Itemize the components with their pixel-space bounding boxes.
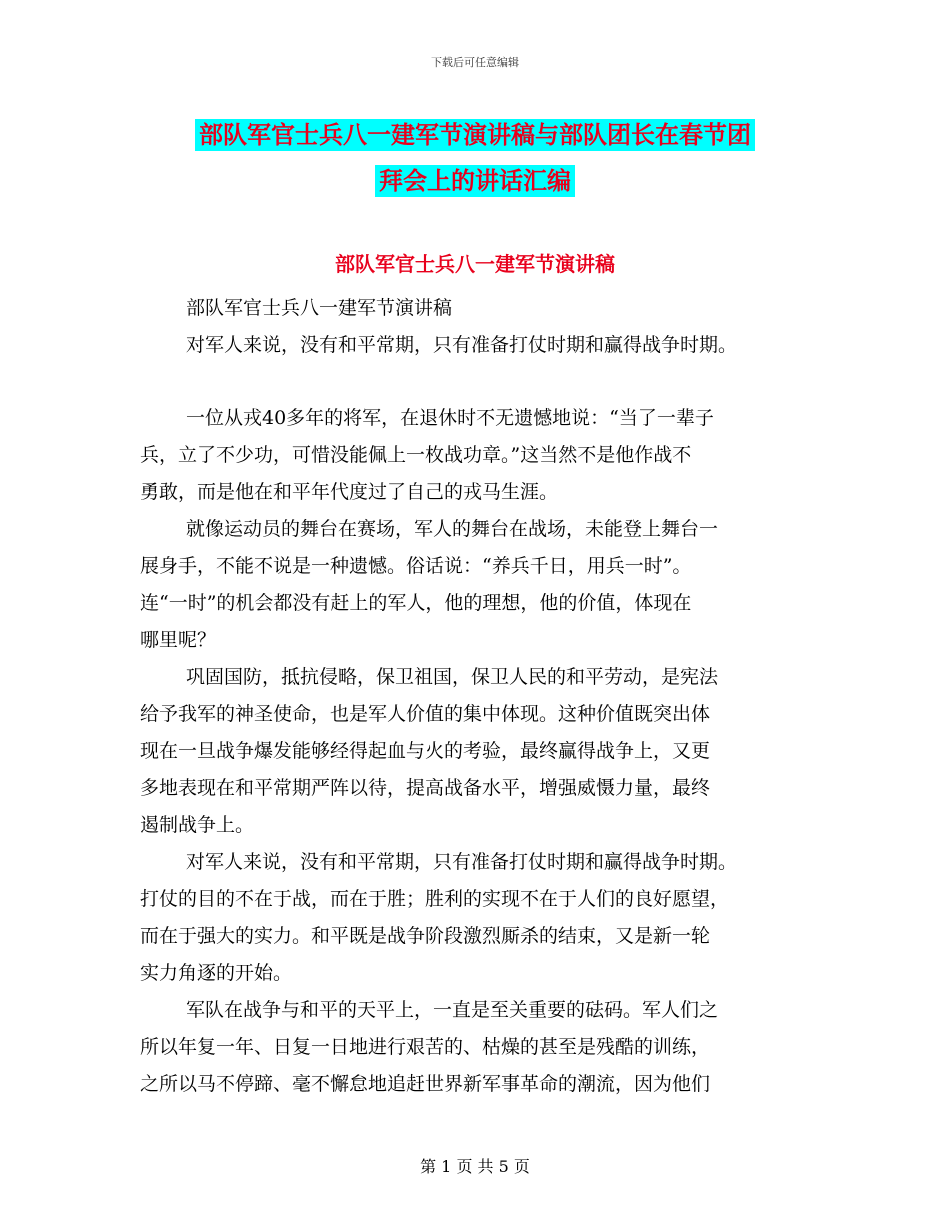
text-line: 打仗的目的不在于战，而在于胜；胜利的实现不在于人们的良好愿望， xyxy=(140,888,730,910)
header-note: 下载后可任意编辑 xyxy=(431,56,519,69)
text-line: 一位从戎40多年的将军，在退休时不无遗憾地说：“当了一辈子 xyxy=(186,407,714,429)
text-line: 兵，立了不少功，可惜没能佩上一枚战功章。”这当然不是他作战不 xyxy=(140,444,692,466)
text-line: 实力角逐的开始。 xyxy=(140,962,293,984)
text-line: 对军人来说，没有和平常期，只有准备打仗时期和赢得战争时期。 xyxy=(186,334,738,356)
title-line-1: 部队军官士兵八一建军节演讲稿与部队团长在春节团 xyxy=(195,119,755,151)
title-line-2: 拜会上的讲话汇编 xyxy=(375,165,575,197)
text-line: 遏制战争上。 xyxy=(140,814,255,836)
text-line: 哪里呢？ xyxy=(140,629,217,651)
text-line: 给予我军的神圣使命，也是军人价值的集中体现。这种价值既突出体 xyxy=(140,703,711,725)
paragraph-gap xyxy=(140,364,810,400)
text-line: 展身手，不能不说是一种遗憾。俗话说：“养兵千日，用兵一时”。 xyxy=(140,555,692,577)
text-line: 之所以马不停蹄、毫不懈怠地追赶世界新军事革命的潮流，因为他们 xyxy=(140,1073,711,1095)
page-footer: 第 1 页 共 5 页 xyxy=(420,1157,530,1176)
text-line: 现在一旦战争爆发能够经得起血与火的考验，最终赢得战争上，又更 xyxy=(140,740,711,762)
text-line: 军队在战争与和平的天平上，一直是至关重要的砝码。军人们之 xyxy=(186,999,719,1021)
text-line: 对军人来说，没有和平常期，只有准备打仗时期和赢得战争时期。 xyxy=(186,851,738,873)
text-line: 就像运动员的舞台在赛场，军人的舞台在战场，未能登上舞台一 xyxy=(186,518,719,540)
section-title: 部队军官士兵八一建军节演讲稿 xyxy=(335,252,615,276)
text-line: 所以年复一年、日复一日地进行艰苦的、枯燥的甚至是残酷的训练， xyxy=(140,1036,711,1058)
text-line: 部队军官士兵八一建军节演讲稿 xyxy=(186,297,453,319)
text-line: 巩固国防，抵抗侵略，保卫祖国，保卫人民的和平劳动，是宪法 xyxy=(186,666,719,688)
text-line: 连“一时”的机会都没有赶上的军人，他的理想，他的价值，体现在 xyxy=(140,592,692,614)
text-line: 多地表现在和平常期严阵以待，提高战备水平，增强威慑力量，最终 xyxy=(140,777,711,799)
document-title xyxy=(0,112,950,204)
text-line: 而在于强大的实力。和平既是战争阶段激烈厮杀的结束，又是新一轮 xyxy=(140,925,711,947)
text-line: 勇敢，而是他在和平年代度过了自己的戎马生涯。 xyxy=(140,481,559,503)
body-text xyxy=(140,290,810,1103)
